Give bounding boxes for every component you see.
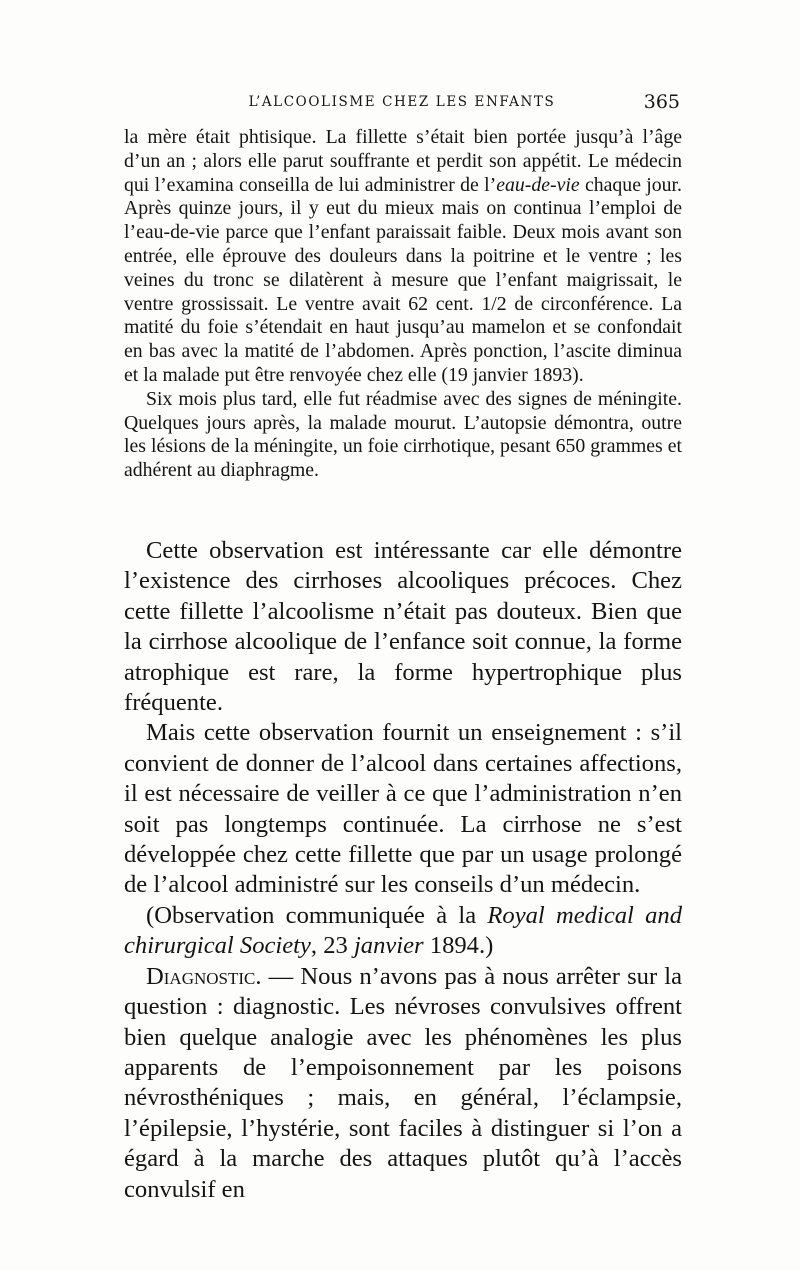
diagnostic-text: — Nous n’avons pas à nous arrêter sur la question : diagnostic. Les névroses convulsives offrent bien quelque analogie avec les phénomènes les plus apparents de l’empoisonnement par les poisons névrosthéniques ; mais, en général, l’éclampsie, l’épilepsie, l’hystérie, sont faciles à distinguer si l’on a égard à la marche des attaques plutôt qu’à l’accès convulsif en <box>124 962 682 1203</box>
main-text <box>124 536 682 1205</box>
case-paragraph-2: Six mois plus tard, elle fut réadmise avec des signes de méningite. Quelques jours après, la malade mourut. L’autopsie démontra, outre les lésions de la méningite, un foie cirrhotique, pesant 650 grammes et adhérent au diaphragme. <box>124 387 682 482</box>
main-paragraph-2: Mais cette observation fournit un enseignement : s’il convient de donner de l’alcool dans certaines affections, il est nécessaire de veiller à ce que l’administration n’en soit pas longtemps continuée. La cirrhose ne s’est développée chez cette fillette que par un usage prolongé de l’alcool administré sur les conseils d’un médecin. <box>124 719 682 899</box>
case-paragraph-1-part1: la mère était phtisique. La fillette s’était bien portée jusqu’à l’âge d’un an ; alors elle parut souffrante et perdit son appétit. Le médecin qui l’examina conseilla de lui administrer de l’ <box>124 126 682 196</box>
page-number: 365 <box>643 91 680 113</box>
running-title: L’ALCOOLISME CHEZ LES ENFANTS <box>248 94 556 110</box>
case-paragraph-1 <box>124 126 682 388</box>
running-head <box>124 91 680 116</box>
citation-part2: , 23 <box>310 932 354 960</box>
citation-society: Royal medical and chirurgical Society <box>124 901 682 960</box>
citation-month: janvier <box>353 932 424 960</box>
section-heading-diagnostic: Diagnostic. <box>146 962 262 990</box>
citation-part3: 1894.) <box>423 932 494 960</box>
case-paragraph-1-part2: chaque jour. Après quinze jours, il y eut du mieux mais on continua l’emploi de l’eau-de-vie parce que l’enfant paraissait faible. Deux mois avant son entrée, elle éprouve des douleurs dans la poitrine et le ventre ; les veines du tronc se dilatèrent à mesure que l’enfant maigrissait, le ventre grossissait. Le ventre avait 62 cent. 1/2 de circonférence. La matité du foie s’étendait en haut jusqu’au mamelon et se confondait en bas avec la matité de l’abdomen. Après ponction, l’ascite diminua et la malade put être renvoyée chez elle (19 janvier 1893). <box>124 173 682 386</box>
main-paragraph-3 <box>124 901 682 962</box>
citation-part1: (Observation communiquée à la <box>146 901 488 929</box>
case-paragraph-1-italic: eau-de-vie <box>496 173 580 196</box>
main-paragraph-1: Cette observation est intéressante car elle démontre l’existence des cirrhoses alcooliques précoces. Chez cette fillette l’alcoolisme n’était pas douteux. Bien que la cirrhose alcoolique de l’enfance soit connue, la forme atrophique est rare, la forme hypertrophique plus fréquente. <box>124 537 682 717</box>
case-report-text <box>124 126 682 483</box>
main-paragraph-4 <box>124 962 682 1205</box>
